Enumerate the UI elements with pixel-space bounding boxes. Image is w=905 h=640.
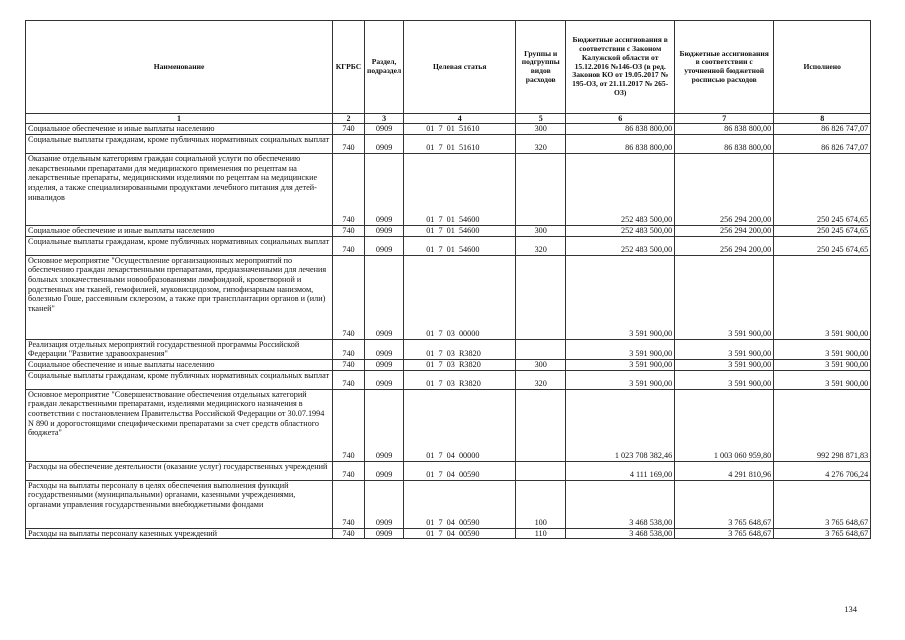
- row-razdel: 0909: [365, 134, 404, 153]
- row-executed: 3 591 900,00: [774, 370, 871, 389]
- row-expense-type: 320: [516, 134, 566, 153]
- row-expense-type: [516, 339, 566, 359]
- table-row: [26, 225, 871, 236]
- row-budget-list: 3 591 900,00: [675, 370, 774, 389]
- row-target: 01 7 03 R3820: [404, 359, 516, 370]
- row-name: Социальные выплаты гражданам, кроме публичных нормативных социальных выплат: [26, 370, 333, 389]
- row-budget-law: 3 591 900,00: [566, 359, 675, 370]
- row-kgrbs: 740: [333, 225, 365, 236]
- header-kgrbs: КГРБС: [333, 21, 365, 114]
- row-kgrbs: 740: [333, 153, 365, 225]
- column-number: 8: [774, 114, 871, 124]
- row-budget-list: 256 294 200,00: [675, 225, 774, 236]
- row-kgrbs: 740: [333, 255, 365, 339]
- row-target: 01 7 04 00590: [404, 528, 516, 539]
- header-executed: Исполнено: [774, 21, 871, 114]
- row-budget-list: 3 591 900,00: [675, 255, 774, 339]
- row-razdel: 0909: [365, 225, 404, 236]
- row-name: Социальные выплаты гражданам, кроме публичных нормативных социальных выплат: [26, 134, 333, 153]
- row-razdel: 0909: [365, 255, 404, 339]
- row-target: 01 7 04 00590: [404, 461, 516, 480]
- row-budget-law: 252 483 500,00: [566, 153, 675, 225]
- column-number: 6: [566, 114, 675, 124]
- column-number: 3: [365, 114, 404, 124]
- row-kgrbs: 740: [333, 370, 365, 389]
- row-expense-type: [516, 461, 566, 480]
- row-razdel: 0909: [365, 461, 404, 480]
- row-kgrbs: 740: [333, 389, 365, 461]
- row-budget-law: 86 838 800,00: [566, 124, 675, 135]
- row-expense-type: 320: [516, 236, 566, 255]
- table-row: [26, 236, 871, 255]
- table-row: [26, 480, 871, 528]
- header-budget-law: Бюджетные ассигнования в соответствии с Законом Калужской области от 15.12.2016 №146-ОЗ (в ред. Законов КО от 19.05.2017 № 195-ОЗ, от 21.11.2017 № 265-ОЗ): [566, 21, 675, 114]
- column-number-row: [26, 114, 871, 124]
- row-expense-type: [516, 389, 566, 461]
- column-number: 1: [26, 114, 333, 124]
- table-row: [26, 153, 871, 225]
- table-row: [26, 134, 871, 153]
- table-row: [26, 528, 871, 539]
- row-name: Реализация отдельных мероприятий государственной программы Российской Федерации "Развитие здравоохранения": [26, 339, 333, 359]
- row-razdel: 0909: [365, 389, 404, 461]
- row-name: Социальное обеспечение и иные выплаты населению: [26, 225, 333, 236]
- row-razdel: 0909: [365, 480, 404, 528]
- row-budget-law: 252 483 500,00: [566, 236, 675, 255]
- table-row: [26, 255, 871, 339]
- row-expense-type: 300: [516, 124, 566, 135]
- row-executed: 86 826 747,07: [774, 134, 871, 153]
- row-target: 01 7 01 51610: [404, 134, 516, 153]
- page-number: 134: [844, 604, 857, 614]
- header-groups: Группы и подгруппы видов расходов: [516, 21, 566, 114]
- row-budget-list: 4 291 810,96: [675, 461, 774, 480]
- row-expense-type: 300: [516, 225, 566, 236]
- table-row: [26, 389, 871, 461]
- row-budget-law: 252 483 500,00: [566, 225, 675, 236]
- row-expense-type: [516, 255, 566, 339]
- row-budget-list: 256 294 200,00: [675, 153, 774, 225]
- row-budget-list: 3 591 900,00: [675, 359, 774, 370]
- row-expense-type: 300: [516, 359, 566, 370]
- row-name: Социальное обеспечение и иные выплаты населению: [26, 124, 333, 135]
- row-kgrbs: 740: [333, 480, 365, 528]
- row-budget-law: 4 111 169,00: [566, 461, 675, 480]
- row-executed: 3 765 648,67: [774, 480, 871, 528]
- row-budget-law: 3 468 538,00: [566, 480, 675, 528]
- row-budget-law: 1 023 708 382,46: [566, 389, 675, 461]
- column-number: 7: [675, 114, 774, 124]
- row-target: 01 7 01 54600: [404, 225, 516, 236]
- row-name: Оказание отдельным категориям граждан социальной услуги по обеспечению лекарственными препаратами для медицинского применения по рецептам на лекарственные препараты, медицинскими изделиями по рецептам на медицинские изделия, а также специализированными продуктами лечебного питания для детей-инвалидов: [26, 153, 333, 225]
- column-number: 4: [404, 114, 516, 124]
- column-number: 2: [333, 114, 365, 124]
- header-name: Наименование: [26, 21, 333, 114]
- row-executed: 250 245 674,65: [774, 236, 871, 255]
- row-budget-list: 1 003 060 959,80: [675, 389, 774, 461]
- row-name: Расходы на обеспечение деятельности (оказание услуг) государственных учреждений: [26, 461, 333, 480]
- header-razdel: Раздел, подраздел: [365, 21, 404, 114]
- row-target: 01 7 03 00000: [404, 255, 516, 339]
- row-target: 01 7 01 54600: [404, 153, 516, 225]
- header-budget-list: Бюджетные ассигнования в соответствии с уточненной бюджетной росписью расходов: [675, 21, 774, 114]
- row-executed: 992 298 871,83: [774, 389, 871, 461]
- row-target: 01 7 01 54600: [404, 236, 516, 255]
- row-name: Основное мероприятие "Осуществление организационных мероприятий по обеспечению граждан лекарственными препаратами, предназначенными для лечения больных злокачественными новообразованиями лимфоидной, кроветворной и родственных им тканей, гемофилией, муковисцидозом, гипофизарным нанизмом, болезнью Гоше, рассеянным склерозом, а также при трансплантации органов и (или) тканей": [26, 255, 333, 339]
- row-target: 01 7 01 51610: [404, 124, 516, 135]
- row-kgrbs: 740: [333, 359, 365, 370]
- row-razdel: 0909: [365, 359, 404, 370]
- row-target: 01 7 04 00000: [404, 389, 516, 461]
- row-budget-law: 3 591 900,00: [566, 339, 675, 359]
- row-razdel: 0909: [365, 339, 404, 359]
- row-executed: 250 245 674,65: [774, 225, 871, 236]
- budget-table: [25, 20, 871, 539]
- row-expense-type: [516, 153, 566, 225]
- row-budget-list: 86 838 800,00: [675, 124, 774, 135]
- row-executed: 3 591 900,00: [774, 359, 871, 370]
- row-kgrbs: 740: [333, 528, 365, 539]
- header-target: Целевая статья: [404, 21, 516, 114]
- table-row: [26, 461, 871, 480]
- row-budget-list: 3 765 648,67: [675, 480, 774, 528]
- row-target: 01 7 03 R3820: [404, 339, 516, 359]
- row-budget-list: 86 838 800,00: [675, 134, 774, 153]
- row-razdel: 0909: [365, 153, 404, 225]
- row-expense-type: 100: [516, 480, 566, 528]
- row-kgrbs: 740: [333, 339, 365, 359]
- row-target: 01 7 03 R3820: [404, 370, 516, 389]
- table-row: [26, 370, 871, 389]
- row-expense-type: 320: [516, 370, 566, 389]
- row-name: Основное мероприятие "Совершенствование обеспечения отдельных категорий граждан лекарственными препаратами, изделиями медицинского назначения в соответствии с постановлением Правительства Российской Федерации от 30.07.1994 N 890 и дорогостоящими специфическими препаратами за счет средств областного бюджета": [26, 389, 333, 461]
- row-expense-type: 110: [516, 528, 566, 539]
- row-budget-law: 86 838 800,00: [566, 134, 675, 153]
- row-budget-list: 3 765 648,67: [675, 528, 774, 539]
- row-razdel: 0909: [365, 124, 404, 135]
- table-row: [26, 124, 871, 135]
- row-executed: 3 591 900,00: [774, 339, 871, 359]
- row-budget-law: 3 591 900,00: [566, 370, 675, 389]
- row-executed: 4 276 706,24: [774, 461, 871, 480]
- row-kgrbs: 740: [333, 461, 365, 480]
- row-budget-law: 3 468 538,00: [566, 528, 675, 539]
- row-name: Социальные выплаты гражданам, кроме публичных нормативных социальных выплат: [26, 236, 333, 255]
- row-budget-list: 3 591 900,00: [675, 339, 774, 359]
- table-row: [26, 359, 871, 370]
- row-executed: 250 245 674,65: [774, 153, 871, 225]
- row-executed: 3 591 900,00: [774, 255, 871, 339]
- header-row: [26, 21, 871, 114]
- column-number: 5: [516, 114, 566, 124]
- row-razdel: 0909: [365, 236, 404, 255]
- table-row: [26, 339, 871, 359]
- row-name: Расходы на выплаты персоналу казенных учреждений: [26, 528, 333, 539]
- row-budget-law: 3 591 900,00: [566, 255, 675, 339]
- row-budget-list: 256 294 200,00: [675, 236, 774, 255]
- row-kgrbs: 740: [333, 124, 365, 135]
- row-name: Социальное обеспечение и иные выплаты населению: [26, 359, 333, 370]
- row-executed: 3 765 648,67: [774, 528, 871, 539]
- row-executed: 86 826 747,07: [774, 124, 871, 135]
- row-kgrbs: 740: [333, 236, 365, 255]
- row-razdel: 0909: [365, 370, 404, 389]
- row-kgrbs: 740: [333, 134, 365, 153]
- row-target: 01 7 04 00590: [404, 480, 516, 528]
- row-razdel: 0909: [365, 528, 404, 539]
- row-name: Расходы на выплаты персоналу в целях обеспечения выполнения функций государственными (муниципальными) органами, казенными учреждениями, органами управления государственными внебюджетными фондами: [26, 480, 333, 528]
